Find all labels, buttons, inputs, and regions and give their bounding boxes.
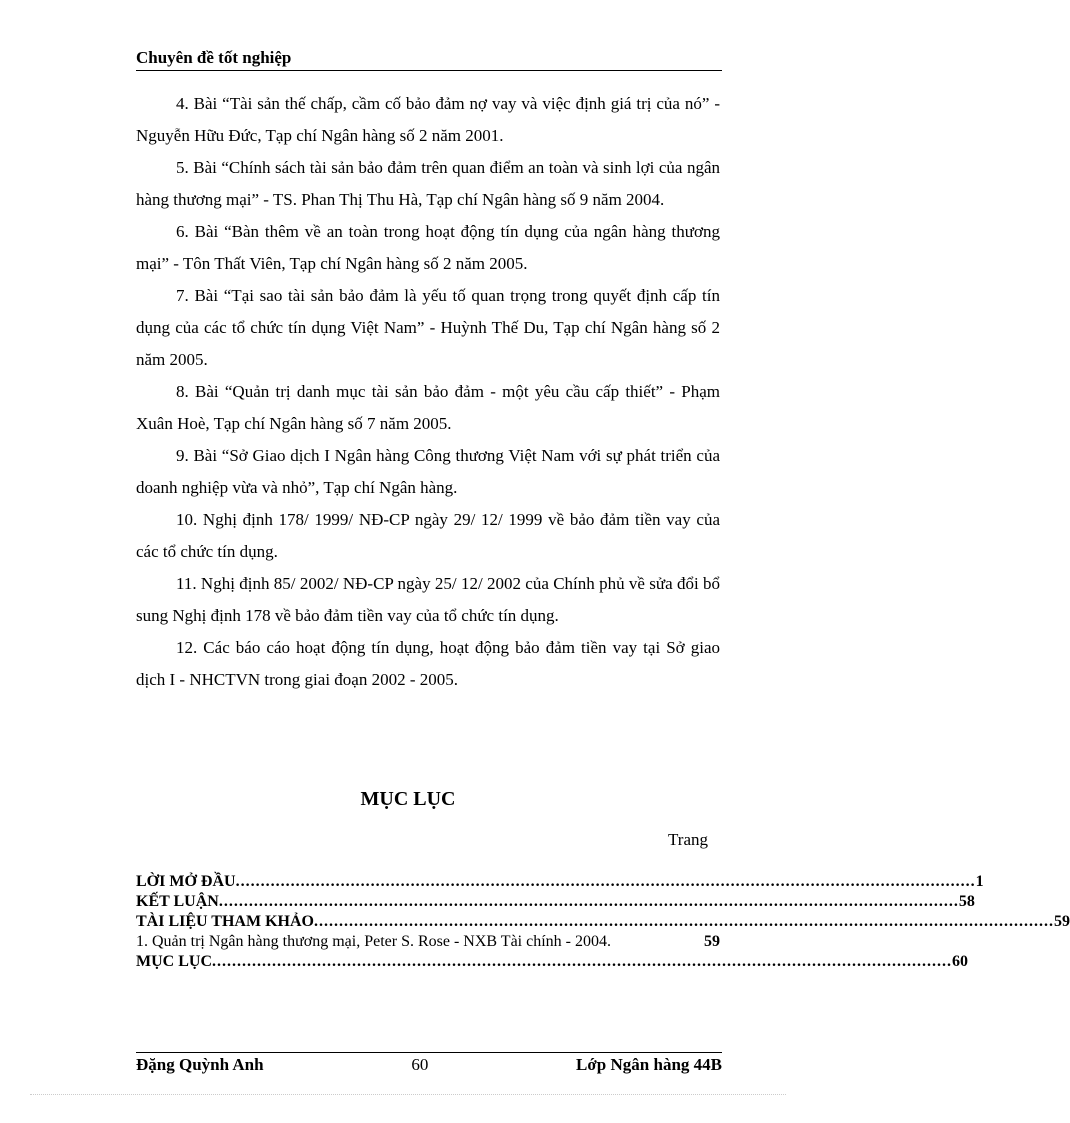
page-edge-divider	[30, 1094, 786, 1095]
toc-entry-label: TÀI LIỆU THAM KHẢO	[136, 913, 314, 930]
toc-entry[interactable]	[136, 932, 720, 952]
footer-class-name: Lớp Ngân hàng 44B	[576, 1055, 722, 1074]
toc-entry-page: 1	[975, 873, 984, 890]
table-of-contents	[136, 872, 1070, 972]
toc-entry-label: 1. Quản trị Ngân hàng thương mại, Peter S. Rose - NXB Tài chính - 2004.	[136, 933, 611, 950]
toc-entry-page: 59	[704, 933, 720, 950]
toc-dot-leader: ....................................................................................................................................................	[218, 893, 959, 910]
toc-entry-page: 58	[958, 893, 975, 910]
toc-entry-page: 60	[952, 953, 968, 970]
header-title: Chuyên đề tốt nghiệp	[136, 48, 292, 67]
running-footer	[136, 1052, 722, 1075]
reference-list	[136, 88, 720, 696]
reference-item: 9. Bài “Sở Giao dịch I Ngân hàng Công thương Việt Nam với sự phát triển của doanh nghiệp vừa và nhỏ”, Tạp chí Ngân hàng.	[136, 446, 720, 497]
reference-item: 5. Bài “Chính sách tài sản bảo đảm trên quan điểm an toàn và sinh lợi của ngân hàng thương mại” - TS. Phan Thị Thu Hà, Tạp chí Ngân hàng số 9 năm 2004.	[136, 158, 720, 209]
reference-item: 11. Nghị định 85/ 2002/ NĐ-CP ngày 25/ 12/ 2002 của Chính phủ về sửa đổi bổ sung Nghị định 178 về bảo đảm tiền vay của tổ chức tín dụng.	[136, 574, 720, 625]
toc-entry[interactable]	[136, 912, 1070, 932]
toc-dot-leader: ....................................................................................................................................................	[235, 873, 976, 890]
toc-entry-label: KẾT LUẬN	[136, 893, 219, 910]
reference-item: 6. Bài “Bàn thêm về an toàn trong hoạt động tín dụng của ngân hàng thương mại” - Tôn Thất Viên, Tạp chí Ngân hàng số 2 năm 2005.	[136, 222, 720, 273]
footer-author: Đặng Quỳnh Anh	[136, 1055, 264, 1074]
footer-page-number: 60	[411, 1055, 429, 1074]
running-header	[136, 48, 722, 71]
toc-entry[interactable]	[136, 892, 975, 912]
toc-entry-page: 59	[1053, 913, 1070, 930]
reference-item: 8. Bài “Quản trị danh mục tài sản bảo đảm - một yêu cầu cấp thiết” - Phạm Xuân Hoè, Tạp chí Ngân hàng số 7 năm 2005.	[136, 382, 720, 433]
reference-item: 12. Các báo cáo hoạt động tín dụng, hoạt động bảo đảm tiền vay tại Sở giao dịch I - NHCTVN trong giai đoạn 2002 - 2005.	[136, 638, 720, 689]
toc-title: MỤC LỤC	[360, 788, 456, 810]
toc-page-label: Trang	[668, 830, 708, 849]
reference-item: 4. Bài “Tài sản thế chấp, cầm cố bảo đảm nợ vay và việc định giá trị của nó” - Nguyễn Hữu Đức, Tạp chí Ngân hàng số 2 năm 2001.	[136, 94, 720, 145]
toc-entry-label: MỤC LỤC	[136, 953, 212, 970]
toc-entry-label: LỜI MỞ ĐẦU	[136, 873, 236, 890]
reference-item: 7. Bài “Tại sao tài sản bảo đảm là yếu tố quan trọng trong quyết định cấp tín dụng của các tổ chức tín dụng Việt Nam” - Huỳnh Thế Du, Tạp chí Ngân hàng số 2 năm 2005.	[136, 286, 720, 369]
toc-entry[interactable]	[136, 952, 968, 972]
toc-entry[interactable]	[136, 872, 984, 892]
toc-dot-leader: ....................................................................................................................................................	[313, 913, 1054, 930]
reference-item: 10. Nghị định 178/ 1999/ NĐ-CP ngày 29/ 12/ 1999 về bảo đảm tiền vay của các tổ chức tín dụng.	[136, 510, 720, 561]
toc-dot-leader: ....................................................................................................................................................	[212, 953, 952, 970]
